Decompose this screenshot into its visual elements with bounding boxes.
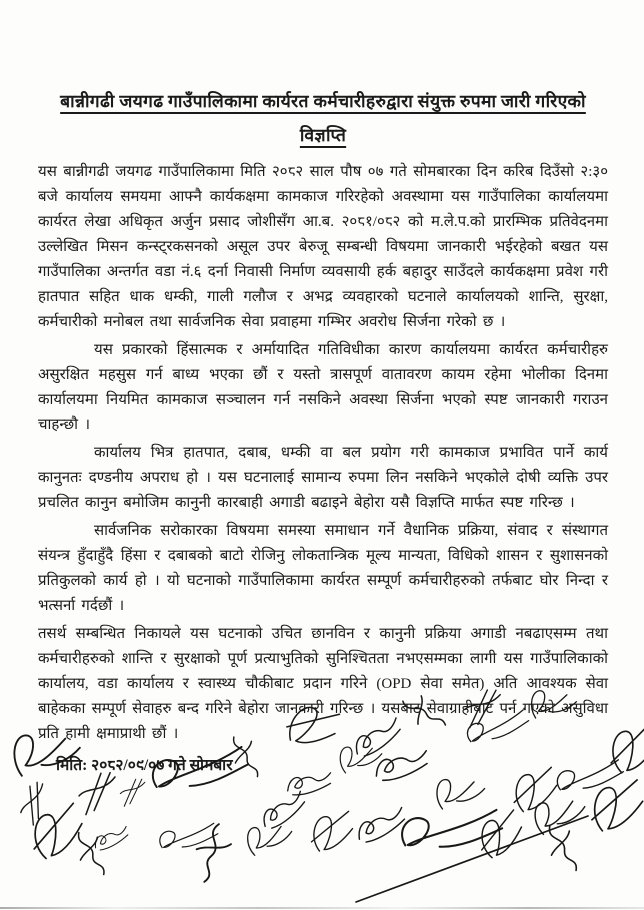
paragraph-3: कार्यालय भित्र हातपात, दबाब, धम्की वा बल प्रयोग गरी कामकाज प्रभावित पार्ने कार्य कानुनतः दण्डनीय अपराध हो । यस घटनालाई सामान्य रुपमा लिन नसकिने भएकोले दोषी व्यक्ति उपर प्रचलित कानुन बमोजिम कानुनी कारबाही अगाडी बढाइने बेहोरा यसै विज्ञप्ति मार्फत स्पष्ट गरिन्छ ।	[38, 445, 608, 511]
signature	[506, 765, 563, 814]
signature	[286, 773, 333, 797]
signature	[471, 808, 529, 861]
paragraph-2: यस प्रकारको हिंसात्मक र अर्मायादित गतिविधीका कारण कार्यालयमा कार्यरत कर्मचारीहरु असुरक्षित महसुस गर्न बाध्य भएका छौं र यस्तो त्रासपूर्ण वातावरण कायम रहेमा भोलीका दिनमा कार्यालयमा नियमित कामकाज सञ्चालन गर्न नसकिने अवस्था सिर्जना भएको स्पष्ट जानकारी गराउन चाहन्छौ ।	[38, 342, 608, 433]
signature	[601, 720, 644, 776]
signature	[351, 718, 405, 759]
signature-flourish-line	[356, 816, 588, 902]
signature	[285, 705, 340, 748]
document-title: बान्नीगढी जयगढ गाउँपालिकामा कार्यरत कर्मचारीहरुद्वारा संयुक्त रुपमा जारी गरिएको विज्ञप्ति	[60, 91, 586, 145]
signature	[354, 808, 409, 845]
signature	[336, 737, 384, 774]
signature	[92, 827, 131, 852]
signature	[465, 706, 531, 747]
signature	[462, 688, 505, 728]
date-line: मिति: २०८२/०९/०७ गते सोमबार	[56, 757, 233, 774]
signature	[118, 778, 149, 807]
signature	[22, 801, 90, 863]
signature	[528, 683, 578, 719]
signature	[149, 741, 250, 796]
signatures-area	[0, 688, 644, 910]
signature	[433, 769, 487, 810]
signature	[373, 751, 430, 783]
signature	[191, 821, 234, 885]
paragraph-5: तसर्थ सम्बन्धित निकायले यस घटनाको उचित छानविन र कानुनी प्रक्रिया अगाडी नबढाएसम्म तथा कर्मचारीहरुको शान्ति र सुरक्षाको पूर्ण प्रत्याभुतिको सुनिश्चितता नभएसम्मका लागी यस गाउँपालिकाको कार्यालय, वडा कार्यालय र स्वास्थ्य चौकीबाट प्रदान गरिने (OPD सेवा समेत) अति आवश्यक सेवा बाहेकका सम्पूर्ण सेवाहरु बन्द गरिने बेहोरा जानकारी गरिन्छ । यसबाट सेवाग्राहीबाट पर्न गएको असुविधा प्रति हामी क्षमाप्राथी छौं ।	[38, 626, 608, 742]
paragraph-4: सार्वजनिक सरोकारका विषयमा समस्या समाधान गर्ने वैधानिक प्रक्रिया, संवाद र संस्थागत संयन्त्र हुँदाहुँदै हिंसा र दबाबको बाटो रोजिनु लोकतान्त्रिक मूल्य मान्यता, विधिको शासन र सुशासनको प्रतिकुलको कार्य हो । यो घटनाको गाउँपालिकामा कार्यरत सम्पूर्ण कर्मचारीहरुको तर्फबाट घोर निन्दा र भत्सर्ना गर्दछौं ।	[38, 523, 608, 614]
paragraph-1: यस बान्नीगढी जयगढ गाउँपालिकामा मिति २०८२ साल पौष ०७ गते सोमबारका दिन करिब दिउँसो २:३० बजे कार्यालय समयमा आफ्नै कार्यकक्षमा कामकाज गरिरहेको अवस्थामा यस गाउँपालिका कार्यालयमा कार्यरत लेखा अधिकृत अर्जुन प्रसाद जोशीसँग आ.ब. २०८१/०८२ को म.ले.प.को प्रारम्भिक प्रतिवेदनमा उल्लेखित मिसन कन्स्ट्रकसनको असूल उपर बेरुजू सम्बन्धी विषयमा जानकारी भईरहेको बखत यस गाउँपालिका अन्तर्गत वडा नं.६ दर्ना निवासी निर्माण व्यवसायी हर्क बहादुर साउँदले कार्यकक्षमा प्रवेश गरी हातपात सहित धाक धम्की, गाली गलौज र अभद्र व्यवहारको घटनाले कार्यालयको शान्ति, सुरक्षा, कर्मचारीको मनोबल तथा सार्वजनिक सेवा प्रवाहमा गम्भिर अवरोध सिर्जना गरेको छ ।	[38, 164, 608, 330]
scan-edge-artifact	[0, 907, 644, 909]
signature	[399, 804, 503, 855]
signature	[537, 819, 590, 877]
signature	[397, 690, 452, 735]
signature	[12, 779, 60, 826]
signature	[259, 791, 310, 831]
signature	[305, 809, 357, 853]
signature	[75, 770, 123, 815]
signature	[8, 720, 82, 776]
signature	[583, 777, 644, 834]
